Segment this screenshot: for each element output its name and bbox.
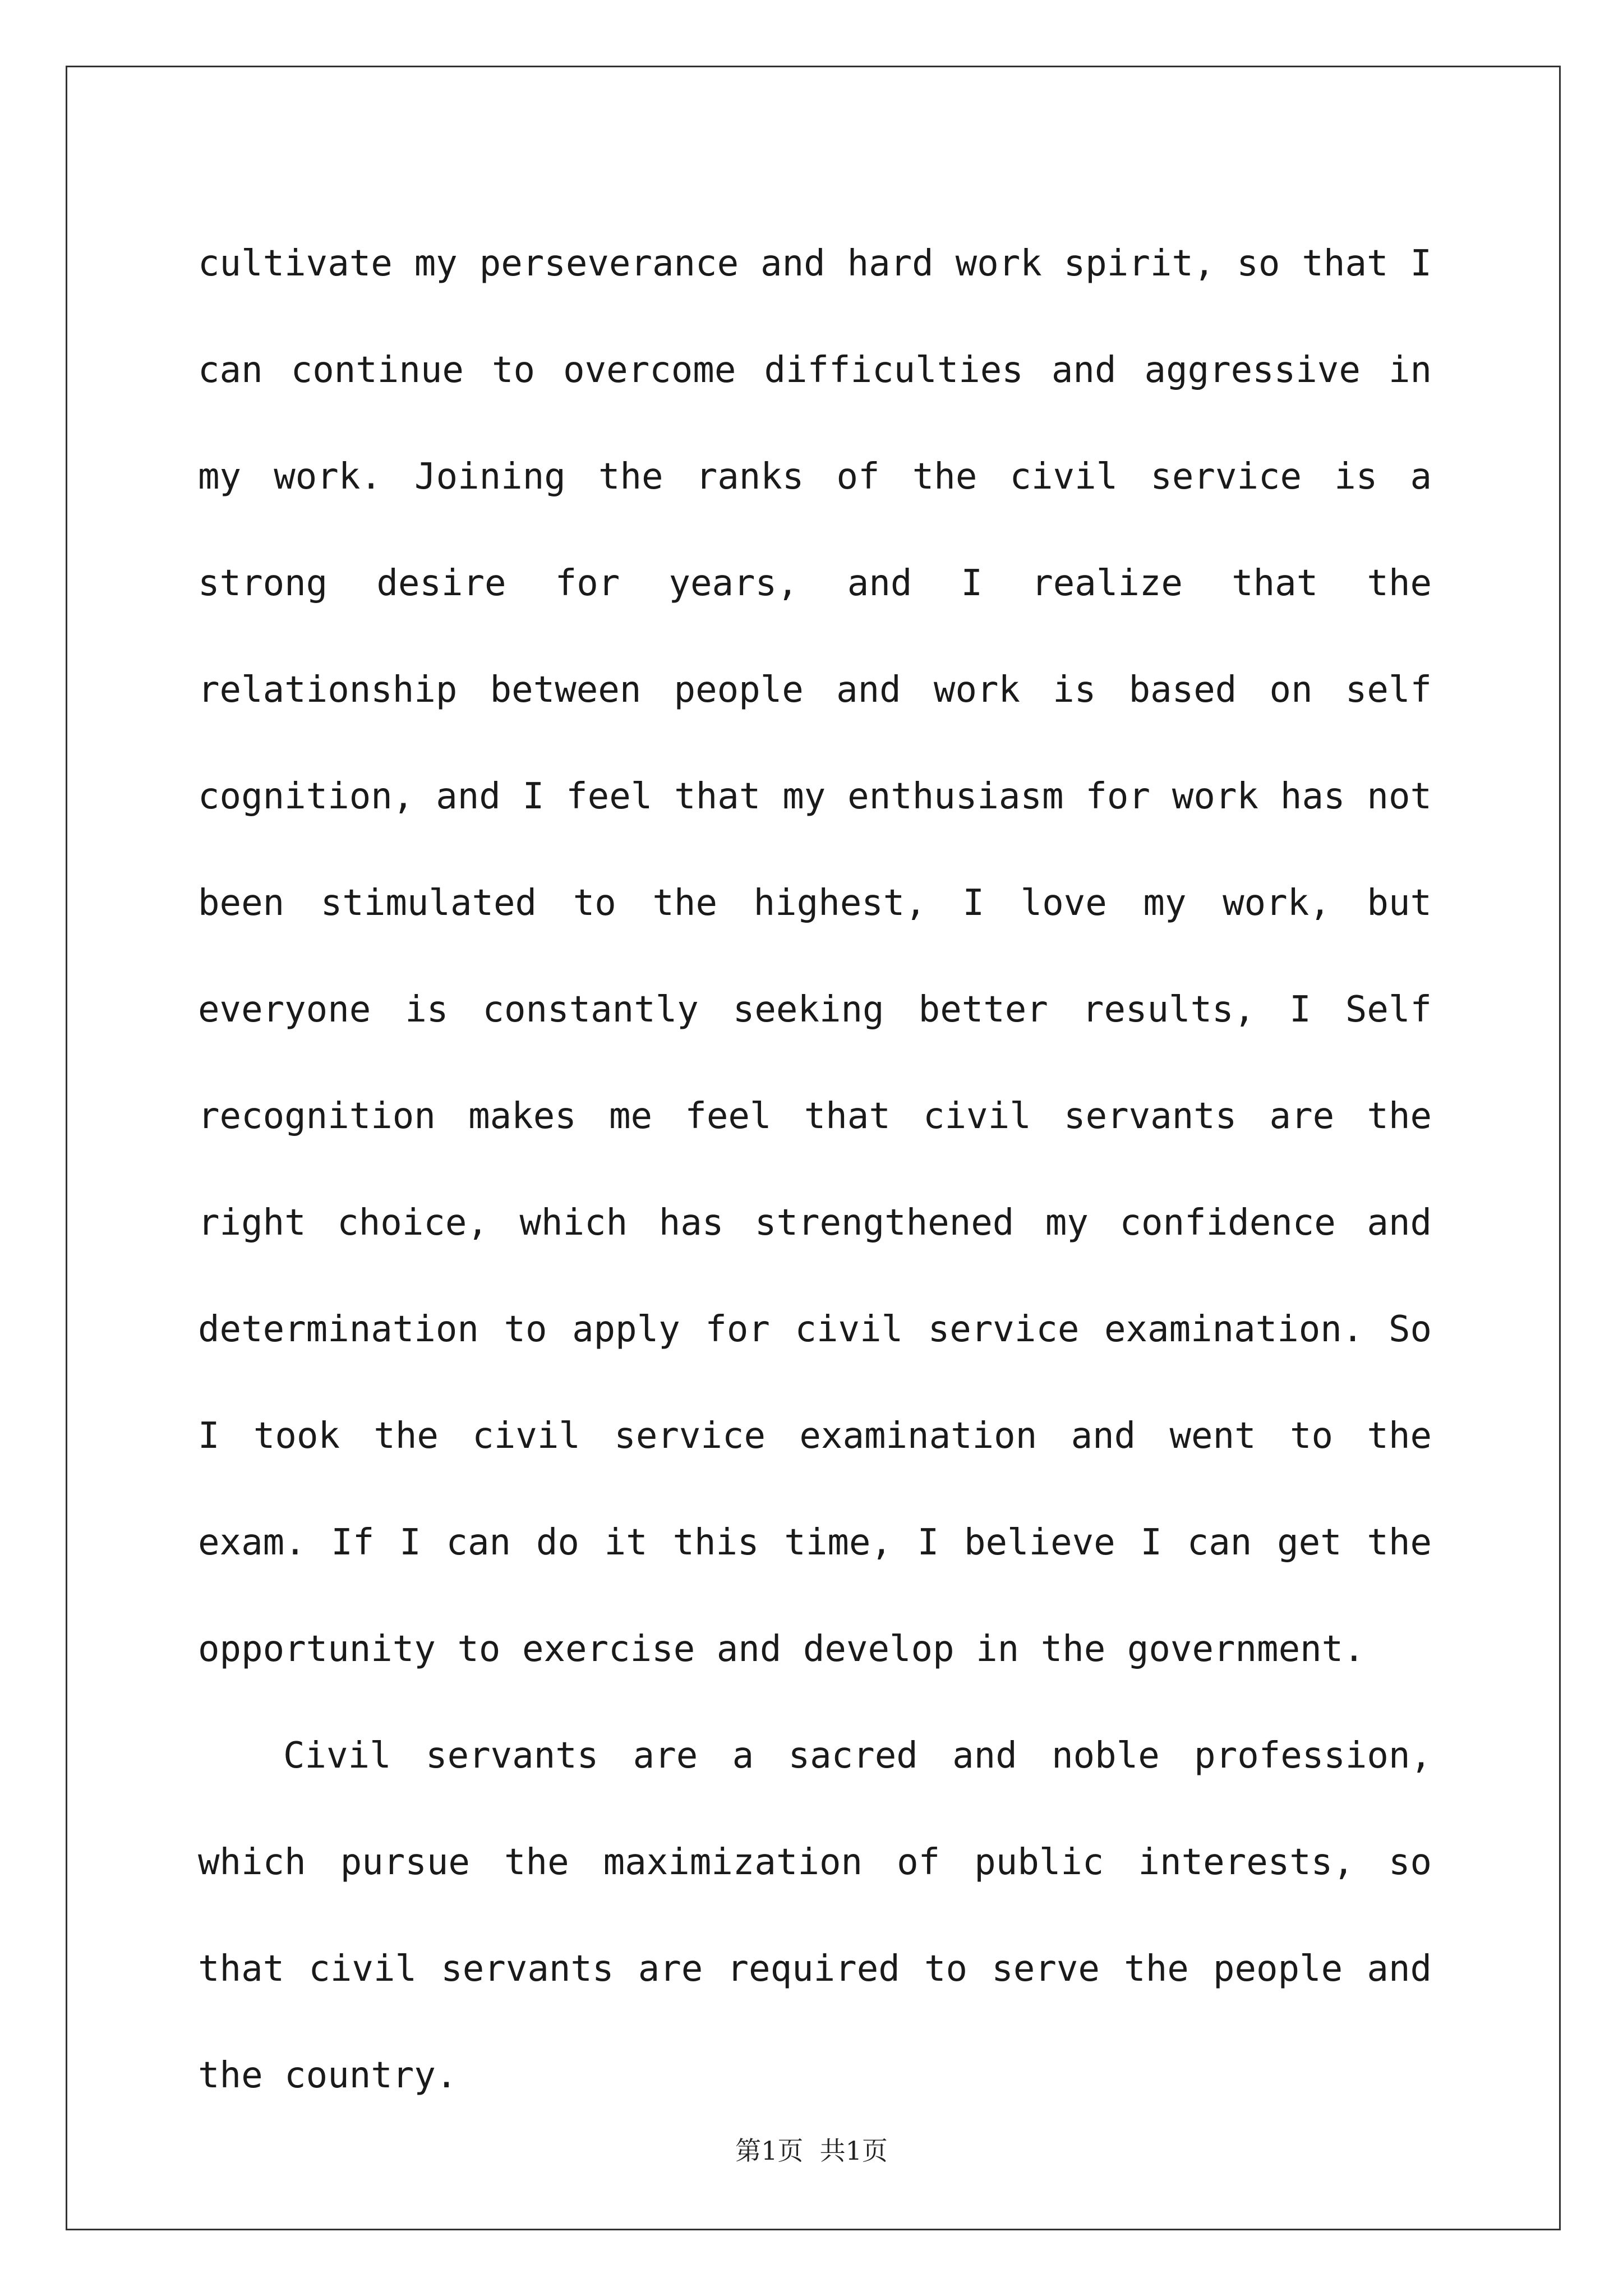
paragraph-2: Civil servants are a sacred and noble profession, which pursue the maximization of public interests, so that civil servants are required to serve the people and the country.	[198, 1735, 1432, 2096]
paragraph-1: cultivate my perseverance and hard work spirit, so that I can continue to overcome difficulties and aggressive in my work. Joining the ranks of the civil service is a strong desire for years, and I realize that the relationship between people and work is based on self cognition, and I feel that my enthusiasm for work has not been stimulated to the highest, I love my work, but everyone is constantly seeking better results, I Self recognition makes me feel that civil servants are the right choice, which has strengthened my confidence and determination to apply for civil service examination. So I took the civil service examination and went to the exam. If I can do it this time, I believe I can get the opportunity to exercise and develop in the government.	[198, 243, 1432, 1670]
page-number-footer: 第1页 共1页	[735, 2136, 888, 2166]
document-body	[198, 210, 1432, 2129]
